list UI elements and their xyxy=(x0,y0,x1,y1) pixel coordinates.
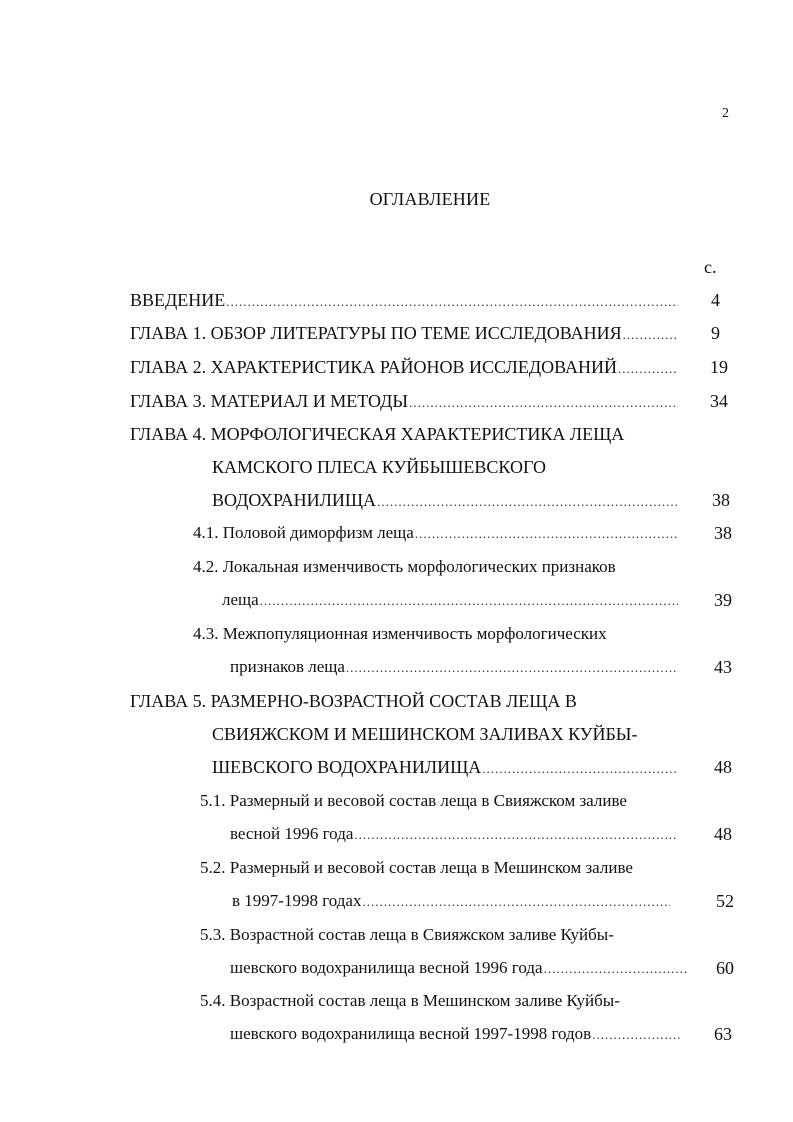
toc-entry-text: леща xyxy=(222,590,259,609)
leader-dots xyxy=(226,287,678,317)
toc-entry-text: 4.3. Межпопуляционная изменчивость морфологических xyxy=(193,624,607,643)
toc-entry-text: ШЕВСКОГО ВОДОХРАНИЛИЩА xyxy=(212,757,482,777)
leader-dots xyxy=(415,519,678,549)
toc-page-number: 34 xyxy=(710,391,728,411)
toc-line xyxy=(193,518,682,548)
toc-page-number: 63 xyxy=(714,1024,732,1044)
toc-entry-text: ГЛАВА 1. ОБЗОР ЛИТЕРАТУРЫ ПО ТЕМЕ ИССЛЕДОВАНИЯ xyxy=(130,323,622,343)
toc-entry-text: ГЛАВА 5. РАЗМЕРНО-ВОЗРАСТНОЙ СОСТАВ ЛЕЩА В xyxy=(130,691,577,711)
toc-page-number: 43 xyxy=(714,657,732,677)
toc-line xyxy=(212,452,682,482)
leader-dots xyxy=(377,487,678,517)
toc-line xyxy=(212,485,682,515)
page-title: ОГЛАВЛЕНИЕ xyxy=(369,189,491,209)
leader-dots xyxy=(592,1020,680,1050)
leader-dots xyxy=(623,320,678,350)
toc-entry-text: признаков леща xyxy=(230,657,345,676)
toc-page-number: 9 xyxy=(711,323,720,343)
toc-line xyxy=(212,719,682,749)
toc-entry-text: 5.1. Размерный и весовой состав леща в Свияжском заливе xyxy=(200,791,627,810)
toc-page-number: 60 xyxy=(716,958,734,978)
toc-entry-text: ГЛАВА 4. МОРФОЛОГИЧЕСКАЯ ХАРАКТЕРИСТИКА ЛЕЩА xyxy=(130,424,625,444)
toc-line xyxy=(230,1019,684,1049)
toc-entry-text: КАМСКОГО ПЛЕСА КУЙБЫШЕВСКОГО xyxy=(212,457,546,477)
toc-entry-text: ГЛАВА 3. МАТЕРИАЛ И МЕТОДЫ xyxy=(130,391,409,411)
toc-entry-text: ВОДОХРАНИЛИЩА xyxy=(212,490,377,510)
toc-entry-text: ВВЕДЕНИЕ xyxy=(130,290,226,310)
toc-line xyxy=(130,318,682,348)
toc-line xyxy=(232,886,674,916)
leader-dots xyxy=(618,354,678,384)
toc-line xyxy=(200,853,682,883)
toc-line xyxy=(130,686,690,716)
toc-line xyxy=(193,619,682,649)
toc-entry-text: шевского водохранилища весной 1997-1998 годов xyxy=(230,1024,592,1043)
page-number: 2 xyxy=(722,106,729,121)
toc-line xyxy=(230,819,682,849)
toc-page-number: 38 xyxy=(712,490,730,510)
leader-dots xyxy=(346,653,678,683)
toc-line xyxy=(212,752,682,782)
leader-dots xyxy=(354,820,678,850)
toc-line xyxy=(200,986,682,1016)
toc-entry-text: ГЛАВА 2. ХАРАКТЕРИСТИКА РАЙОНОВ ИССЛЕДОВАНИЙ xyxy=(130,357,617,377)
toc-entry-text: шевского водохранилища весной 1996 года xyxy=(230,958,543,977)
leader-dots xyxy=(544,954,688,984)
toc-entry-text: 4.1. Половой диморфизм леща xyxy=(193,523,414,542)
toc-line xyxy=(130,386,682,416)
toc-page-number: 48 xyxy=(714,824,732,844)
leader-dots xyxy=(362,887,670,917)
toc-entry-text: СВИЯЖСКОМ И МЕШИНСКОМ ЗАЛИВАХ КУЙБЫ- xyxy=(212,724,638,744)
toc-entry-text: 5.4. Возрастной состав леща в Мешинском заливе Куйбы- xyxy=(200,991,620,1010)
toc-line xyxy=(222,585,682,615)
toc-line xyxy=(230,953,692,983)
toc-page-number: 38 xyxy=(714,523,732,543)
toc-line xyxy=(200,786,682,816)
toc-line xyxy=(193,552,682,582)
toc-entry-text: 5.3. Возрастной состав леща в Свияжском заливе Куйбы- xyxy=(200,925,614,944)
toc-entry-text: в 1997-1998 годах xyxy=(232,891,362,910)
page-column-label: с. xyxy=(704,257,717,277)
toc-entry-text: 5.2. Размерный и весовой состав леща в Мешинском заливе xyxy=(200,858,633,877)
toc-entry-text: весной 1996 года xyxy=(230,824,354,843)
toc-line xyxy=(230,652,682,682)
toc-page-number: 39 xyxy=(714,590,732,610)
toc-page-number: 52 xyxy=(716,891,734,911)
leader-dots xyxy=(409,388,678,418)
toc-page-number: 48 xyxy=(714,757,732,777)
leader-dots xyxy=(260,586,678,616)
toc-page-number: 4 xyxy=(711,290,720,310)
toc-line xyxy=(200,920,682,950)
toc-page-number: 19 xyxy=(710,357,728,377)
toc-line xyxy=(130,285,682,315)
leader-dots xyxy=(482,754,678,784)
toc-entry-text: 4.2. Локальная изменчивость морфологических признаков xyxy=(193,557,616,576)
toc-line xyxy=(130,352,682,382)
toc-line xyxy=(130,419,690,449)
